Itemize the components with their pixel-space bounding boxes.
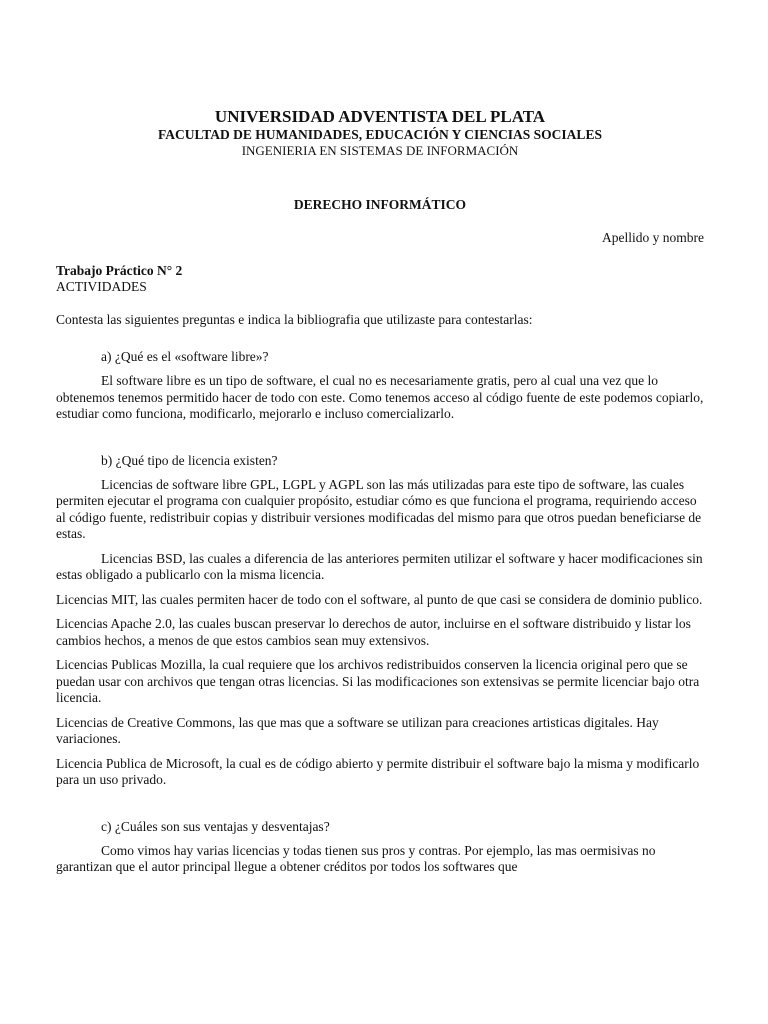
answer-b-bsd: Licencias BSD, las cuales a diferencia de las anteriores permiten utilizar el software y hacer modificaciones sin estas obligado a publicarlo con la misma licencia. (56, 550, 703, 582)
career-name: INGENIERIA EN SISTEMAS DE INFORMACIÓN (241, 143, 519, 158)
question-c: c) ¿Cuáles son sus ventajas y desventajas? (101, 818, 330, 834)
faculty-name: FACULTAD DE HUMANIDADES, EDUCACIÓN Y CIENCIAS SOCIALES (158, 127, 602, 142)
answer-c: Como vimos hay varias licencias y todas tienen sus pros y contras. Por ejemplo, las mas oermisivas no garantizan que el autor principal llegue a obtener créditos por todos los softwares que (56, 842, 656, 874)
answer-a: El software libre es un tipo de software, el cual no es necesariamente gratis, pero al cual una vez que lo obtenemos tenemos permitido hacer de todo con este. Como tenemos acceso al código fuente de este podemos copiarlo, estudiar como funciona, modificarlo, mejorarlo e incluso comercializarlo. (56, 373, 704, 421)
answer-b-microsoft: Licencia Publica de Microsoft, la cual es de código abierto y permite distribuir el software bajo la misma y modificarlo para un uso privado. (56, 755, 700, 787)
answer-b-mozilla: Licencias Publicas Mozilla, la cual requiere que los archivos redistribuidos conserven la licencia original pero que se puedan usar con archivos que tengan otras licencias. Si las modificaciones son extensivas se permite licenciar bajo otra licencia. (56, 657, 700, 705)
answer-b-creative-commons: Licencias de Creative Commons, las que mas que a software se utilizan para creaciones artisticas digitales. Hay variaciones. (56, 714, 659, 746)
university-title: UNIVERSIDAD ADVENTISTA DEL PLATA (214, 107, 546, 126)
answer-b-gpl: Licencias de software libre GPL, LGPL y AGPL son las más utilizadas para este tipo de software, las cuales permiten ejecutar el programa con cualquier propósito, estudiar cómo es que funciona el programa, requiriendo acceso al código fuente, redistribuir copias y distribuir versiones modificadas del mismo para que otros puedan beneficiarse de estas. (56, 476, 702, 541)
subject-title: DERECHO INFORMÁTICO (293, 197, 467, 212)
answer-b-apache: Licencias Apache 2.0, las cuales buscan preservar lo derechos de autor, incluirse en el software distribuido y listar los cambios hechos, a menos de que estos cambios sean muy extensivos. (56, 616, 691, 648)
assignment-subtitle: ACTIVIDADES (56, 279, 147, 294)
question-b: b) ¿Qué tipo de licencia existen? (101, 452, 278, 468)
answer-b-mit: Licencias MIT, las cuales permiten hacer de todo con el software, al punto de que casi se considera de dominio publico. (56, 591, 703, 607)
question-a: a) ¿Qué es el «software libre»? (101, 349, 269, 364)
assignment-title: Trabajo Práctico N° 2 (56, 263, 183, 278)
assignment-intro: Contesta las siguientes preguntas e indica la bibliografia que utilizaste para contestarlas: (56, 312, 533, 327)
student-name-label: Apellido y nombre (602, 230, 704, 245)
